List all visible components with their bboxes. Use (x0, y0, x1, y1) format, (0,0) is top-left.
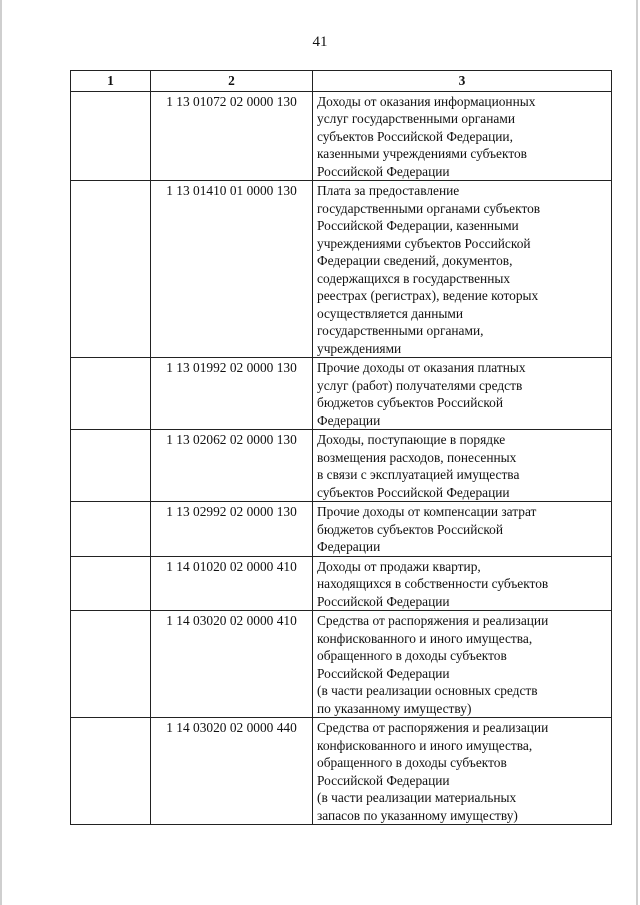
description-line: бюджетов субъектов Российской (317, 521, 504, 537)
cell-col-1 (71, 358, 151, 430)
table-row (71, 430, 612, 502)
table-row (71, 358, 612, 430)
cell-col-1 (71, 556, 151, 611)
cell-col-1 (71, 181, 151, 358)
description-line: Российской Федерации (317, 665, 450, 681)
description-line: Федерации сведений, документов, (317, 253, 513, 268)
description-line: Федерации (317, 412, 381, 428)
header-col-2: 2 (151, 71, 313, 92)
revenue-codes-table (70, 70, 612, 825)
page-edge-right (636, 0, 638, 905)
revenue-code-cell: 1 14 03020 02 0000 440 (151, 718, 313, 825)
description-line: Российской Федерации, казенными (317, 218, 519, 233)
description-cell (313, 181, 612, 358)
description-cell (313, 91, 612, 181)
description-line: осуществляется данными (317, 305, 463, 321)
description-cell (313, 358, 612, 430)
cell-col-1 (71, 718, 151, 825)
table-row (71, 502, 612, 557)
cell-col-1 (71, 611, 151, 718)
table-header-row (71, 71, 612, 92)
description-line: возмещения расходов, понесенных (317, 449, 517, 465)
cell-col-1 (71, 502, 151, 557)
table-body (71, 91, 612, 825)
description-line: Доходы от оказания информационных (317, 93, 536, 109)
description-line: государственными органами субъектов (317, 200, 541, 216)
table-row (71, 718, 612, 825)
revenue-code-cell: 1 13 01410 01 0000 130 (151, 181, 313, 358)
description-line: конфискованного и иного имущества, (317, 630, 533, 646)
description-line: учреждениями субъектов Российской (317, 235, 531, 251)
description-line: содержащихся в государственных (317, 270, 511, 286)
description-line: реестрах (регистрах), ведение которых (317, 288, 539, 303)
description-cell (313, 502, 612, 557)
revenue-code-cell: 1 13 02992 02 0000 130 (151, 502, 313, 557)
description-line: учреждениями (317, 340, 402, 356)
page-edge-left (0, 0, 2, 905)
header-col-3: 3 (313, 71, 612, 92)
description-line: казенными учреждениями субъектов (317, 146, 528, 161)
table-row (71, 181, 612, 358)
description-line: Прочие доходы от компенсации затрат (317, 504, 537, 519)
description-line: Плата за предоставление (317, 183, 460, 198)
description-line: субъектов Российской Федерации, (317, 128, 513, 144)
header-col-1: 1 (71, 71, 151, 92)
description-line: Прочие доходы от оказания платных (317, 360, 526, 375)
description-line: субъектов Российской Федерации (317, 484, 510, 500)
description-line: Доходы, поступающие в порядке (317, 432, 506, 447)
revenue-code-cell: 1 13 01992 02 0000 130 (151, 358, 313, 430)
description-line: обращенного в доходы субъектов (317, 648, 507, 663)
description-line: (в части реализации материальных (317, 790, 517, 805)
revenue-code-cell: 1 14 01020 02 0000 410 (151, 556, 313, 611)
description-line: (в части реализации основных средств (317, 683, 538, 698)
description-line: государственными органами, (317, 323, 484, 338)
description-line: Средства от распоряжения и реализации (317, 720, 549, 735)
revenue-code-cell: 1 13 01072 02 0000 130 (151, 91, 313, 181)
description-line: Доходы от продажи квартир, (317, 558, 481, 574)
description-line: Российской Федерации (317, 772, 450, 788)
revenue-code-cell: 1 14 03020 02 0000 410 (151, 611, 313, 718)
description-line: услуг (работ) получателями средств (317, 377, 523, 393)
description-cell (313, 718, 612, 825)
table-row (71, 91, 612, 181)
description-line: запасов по указанному имуществу) (317, 807, 518, 823)
description-line: находящихся в собственности субъектов (317, 576, 549, 591)
cell-col-1 (71, 91, 151, 181)
description-cell (313, 430, 612, 502)
description-line: Средства от распоряжения и реализации (317, 613, 549, 628)
description-line: Федерации (317, 539, 381, 554)
description-line: в связи с эксплуатацией имущества (317, 467, 520, 482)
description-line: конфискованного и иного имущества, (317, 737, 533, 753)
cell-col-1 (71, 430, 151, 502)
description-line: услуг государственными органами (317, 111, 515, 126)
revenue-code-cell: 1 13 02062 02 0000 130 (151, 430, 313, 502)
description-cell (313, 556, 612, 611)
description-line: по указанному имуществу) (317, 700, 472, 716)
description-line: бюджетов субъектов Российской (317, 395, 504, 410)
table-row (71, 556, 612, 611)
table-row (71, 611, 612, 718)
description-line: обращенного в доходы субъектов (317, 755, 507, 770)
description-line: Российской Федерации (317, 163, 450, 179)
description-line: Российской Федерации (317, 593, 450, 609)
page-number: 41 (312, 34, 328, 50)
description-cell (313, 611, 612, 718)
